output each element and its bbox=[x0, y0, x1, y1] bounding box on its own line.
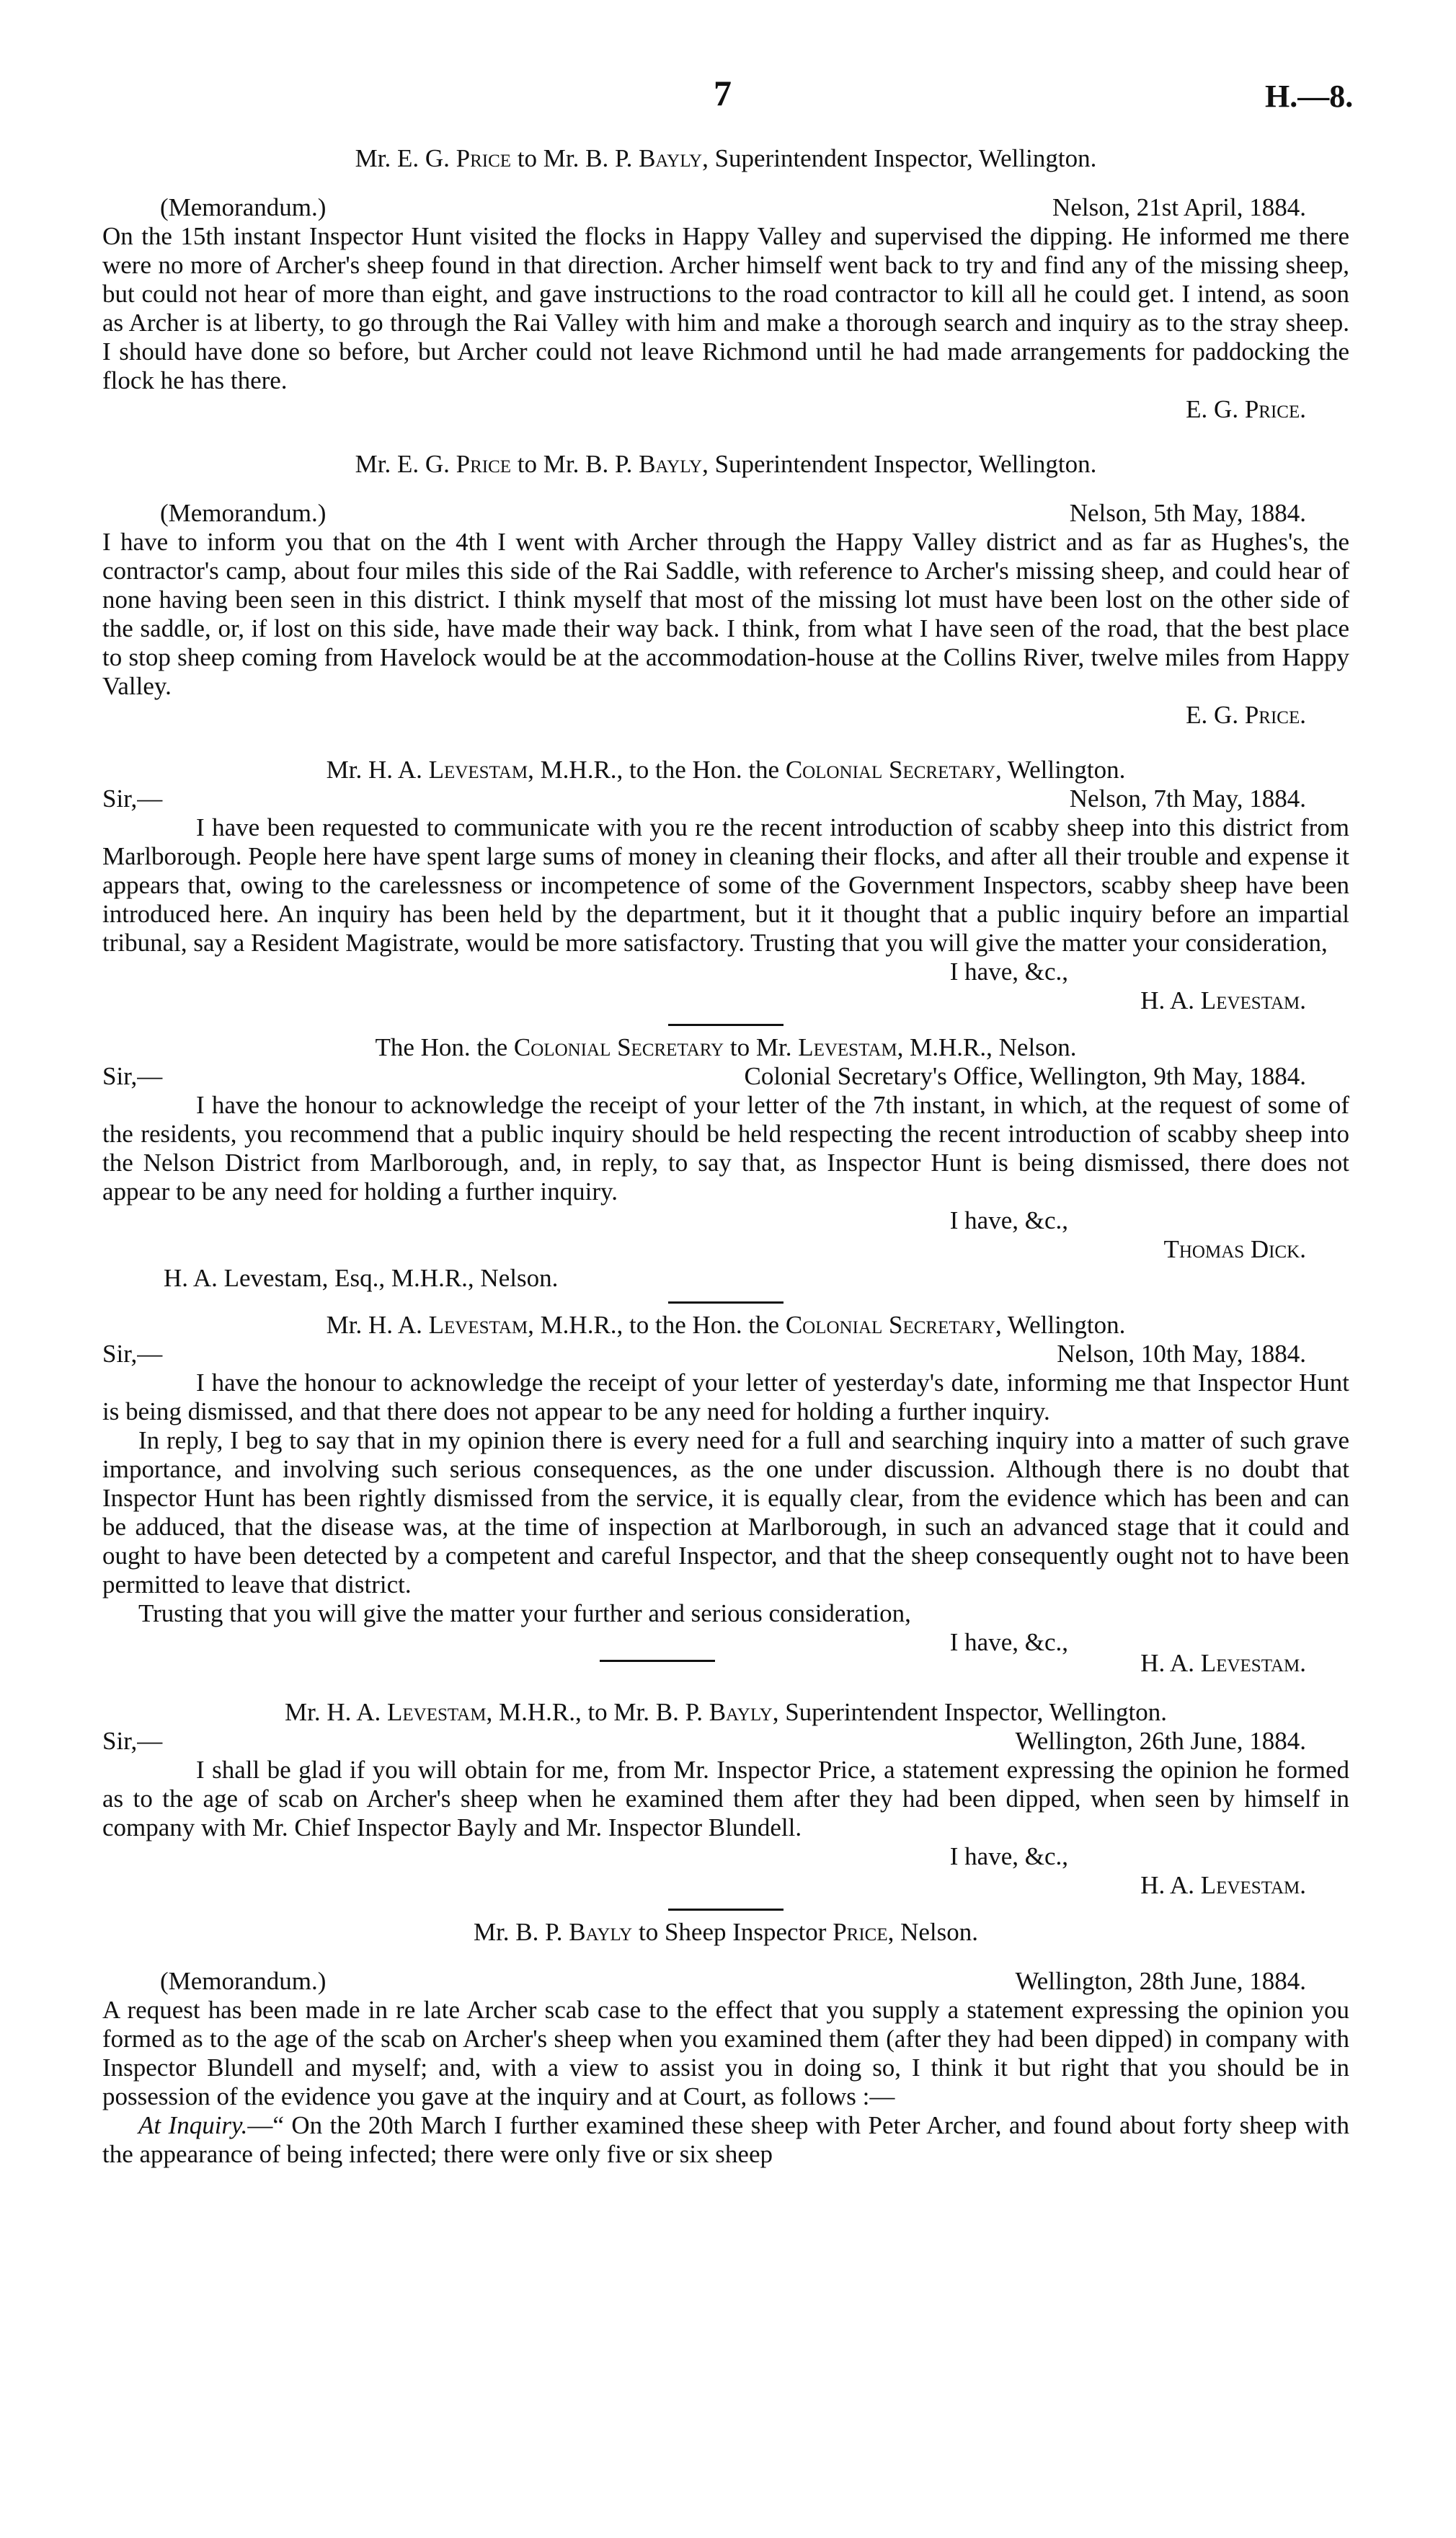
quoted-evidence bbox=[102, 2111, 1349, 2169]
salutation-row bbox=[102, 784, 1349, 813]
letter-body: On the 15th instant Inspector Hunt visited the flocks in Happy Valley and supervised the dipping. He informed me there were no more of Archer's sheep found in that direction. Archer himself went back to try and find any of the missing sheep, but could not hear of more than eight, and gave instructions to the road contractor to kill all he could get. I intend, as soon as Archer is at liberty, to go through the Rai Valley with him and make a thorough search and inquiry as to the stray sheep. I should have done so before, but Archer could not leave Richmond until he had made arrangements for paddocking the flock he has there. bbox=[102, 222, 1349, 394]
addressee: H. A. Levestam, Esq., M.H.R., Nelson. bbox=[164, 1264, 559, 1292]
place-date: Colonial Secretary's Office, Wellington, 9th May, 1884. bbox=[744, 1062, 1306, 1090]
letter-body-paragraph: I have the honour to acknowledge the receipt of your letter of yesterday's date, informing me that Inspector Hunt is being dismissed, and that there does not appear to be any need for holding a further inquiry. bbox=[102, 1369, 1349, 1425]
salutation: Sir,— bbox=[102, 1062, 163, 1090]
section-divider bbox=[668, 1024, 784, 1026]
section-divider bbox=[668, 1909, 784, 1911]
letter-3 bbox=[102, 756, 1349, 1015]
salutation-row bbox=[102, 193, 1349, 222]
closing: I have, &c., bbox=[949, 1842, 1068, 1870]
salutation: Sir,— bbox=[102, 1727, 163, 1755]
salutation-row bbox=[102, 499, 1349, 528]
salutation: (Memorandum.) bbox=[160, 193, 327, 221]
salutation: Sir,— bbox=[102, 784, 163, 813]
place-date: Wellington, 26th June, 1884. bbox=[1015, 1727, 1306, 1755]
salutation: (Memorandum.) bbox=[160, 499, 327, 527]
letter-heading: Mr. H. A. Levestam, M.H.R., to the Hon. the Colonial Secretary, Wellington. bbox=[326, 1311, 1126, 1339]
salutation: Sir,— bbox=[102, 1340, 163, 1368]
letter-heading: Mr. E. G. Price to Mr. B. P. Bayly, Superintendent Inspector, Wellington. bbox=[355, 144, 1097, 172]
salutation-row bbox=[102, 1340, 1349, 1369]
place-date: Nelson, 7th May, 1884. bbox=[1069, 784, 1306, 813]
salutation-row bbox=[102, 1967, 1349, 1996]
letter-6 bbox=[102, 1698, 1349, 1900]
letter-body: I have the honour to acknowledge the receipt of your letter of the 7th instant, in which, at the request of some of the residents, you recommend that a public inquiry should be held respecting the recent introduction of scabby sheep into the Nelson District from Marlborough, and, in reply, to say that, as Inspector Hunt is being dismissed, there does not appear to be any need for holding a further inquiry. bbox=[102, 1091, 1349, 1206]
letter-2 bbox=[102, 450, 1349, 730]
signature: H. A. Levestam. bbox=[1140, 986, 1306, 1014]
letter-4 bbox=[102, 1033, 1349, 1293]
closing: I have, &c., bbox=[949, 1206, 1068, 1234]
letter-5 bbox=[102, 1311, 1349, 1678]
signature: H. A. Levestam. bbox=[1140, 1649, 1306, 1677]
letter-body: I have to inform you that on the 4th I went with Archer through the Happy Valley district and as far as Hughes's, the contractor's camp, about four miles this side of the Rai Saddle, with reference to Archer's missing sheep, and could hear of none having been seen in this district. I think myself that most of the missing lot must have been lost on the other side of the saddle, or, if lost on this side, have made their way back. I think, from what I have seen of the road, that the best place to stop sheep coming from Havelock would be at the accommodation-house at the Collins River, twelve miles from Happy Valley. bbox=[102, 528, 1349, 700]
place-date: Wellington, 28th June, 1884. bbox=[1015, 1967, 1306, 1995]
letter-body: I have been requested to communicate with you re the recent introduction of scabby sheep into this district from Marlborough. People here have spent large sums of money in cleaning their flocks, and after all their trouble and expense it appears that, owing to the carelessness or incompetence of some of the Government Inspectors, scabby sheep have been introduced here. An inquiry has been held by the department, but it it thought that a public inquiry before an impartial tribunal, say a Resident Magistrate, would be more satisfactory. Trusting that you will give the matter your consideration, bbox=[102, 813, 1349, 957]
signature: Thomas Dick. bbox=[1163, 1235, 1306, 1263]
salutation-row bbox=[102, 1727, 1349, 1756]
document-body bbox=[102, 144, 1349, 2169]
page-number: 7 bbox=[714, 73, 732, 113]
place-date: Nelson, 21st April, 1884. bbox=[1052, 193, 1306, 221]
quote-label: At Inquiry. bbox=[138, 2111, 248, 2139]
signature: E. G. Price. bbox=[1186, 395, 1306, 423]
letter-1 bbox=[102, 144, 1349, 424]
section-divider bbox=[668, 1301, 784, 1304]
salutation: (Memorandum.) bbox=[160, 1967, 327, 1995]
quote-text: —“ On the 20th March I further examined these sheep with Peter Archer, and found about forty sheep with the appearance of being infected; there were only five or six sheep bbox=[102, 2111, 1349, 2168]
signature: E. G. Price. bbox=[1186, 701, 1306, 729]
letter-body-paragraph: Trusting that you will give the matter your further and serious consideration, bbox=[138, 1599, 911, 1627]
paper-reference: H.—8. bbox=[1265, 79, 1354, 114]
signature: H. A. Levestam. bbox=[1140, 1871, 1306, 1899]
letter-heading: Mr. E. G. Price to Mr. B. P. Bayly, Superintendent Inspector, Wellington. bbox=[355, 450, 1097, 478]
letter-heading: Mr. H. A. Levestam, M.H.R., to Mr. B. P. Bayly, Superintendent Inspector, Wellington. bbox=[285, 1698, 1167, 1726]
letter-heading: Mr. B. P. Bayly to Sheep Inspector Price, Nelson. bbox=[473, 1918, 979, 1946]
letter-heading: Mr. H. A. Levestam, M.H.R., to the Hon. the Colonial Secretary, Wellington. bbox=[326, 756, 1126, 784]
letter-body-paragraph: In reply, I beg to say that in my opinion there is every need for a full and searching inquiry into a matter of such grave importance, and involving such serious consequences, as the one under discussion. Although there is no doubt that Inspector Hunt has been rightly dismissed from the service, it is equally clear, from the evidence which has been and can be adduced, that the disease was, at the time of inspection at Marlborough, in such an advanced stage that it could and ought to have been detected by a competent and careful Inspector, and that the sheep consequently ought not to have been permitted to leave that district. bbox=[102, 1426, 1349, 1599]
letter-heading: The Hon. the Colonial Secretary to Mr. Levestam, M.H.R., Nelson. bbox=[375, 1033, 1077, 1061]
letter-7 bbox=[102, 1918, 1349, 2169]
closing: I have, &c., bbox=[949, 1628, 1068, 1656]
salutation-row bbox=[102, 1062, 1349, 1091]
closing: I have, &c., bbox=[949, 958, 1068, 986]
letter-body: I shall be glad if you will obtain for me, from Mr. Inspector Price, a statement expressing the opinion he formed as to the age of scab on Archer's sheep when he examined them after they had been dipped, when seen by himself in company with Mr. Chief Inspector Bayly and Mr. Inspector Blundell. bbox=[102, 1756, 1349, 1841]
place-date: Nelson, 10th May, 1884. bbox=[1057, 1340, 1306, 1368]
place-date: Nelson, 5th May, 1884. bbox=[1069, 499, 1306, 527]
letter-body: A request has been made in re late Archer scab case to the effect that you supply a statement expressing the opinion you formed as to the age of the scab on Archer's sheep when you examined them (after they had been dipped) in company with Inspector Blundell and myself; and, with a view to assist you in doing so, I think it but right that you should be in possession of the evidence you gave at the inquiry and at Court, as follows :— bbox=[102, 1996, 1349, 2110]
